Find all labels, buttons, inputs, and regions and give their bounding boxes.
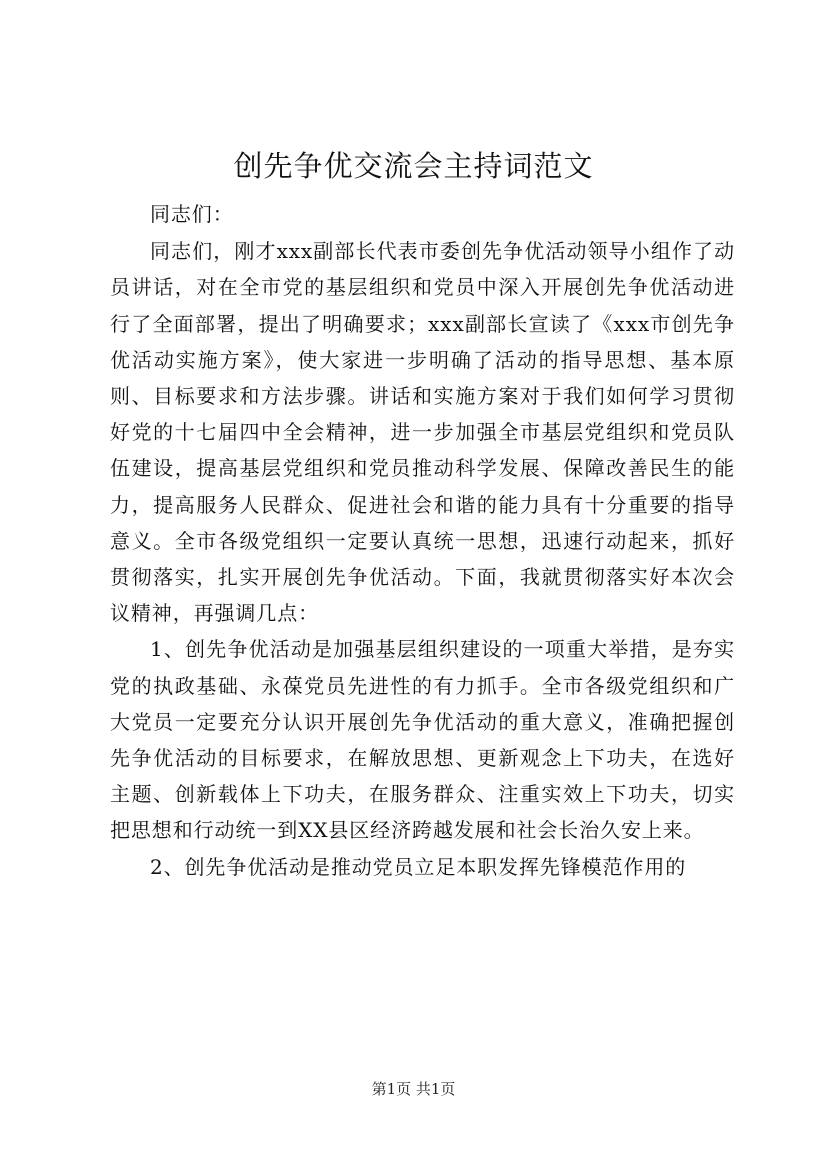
document-body: [110, 196, 735, 885]
paragraph-point-1: 1、创先争优活动是加强基层组织建设的一项重大举措，是夯实党的执政基础、永葆党员先进性的有力抓手。全市各级党组织和广大党员一定要充分认识开展创先争优活动的重大意义，准确把握创先争优活动的目标要求，在解放思想、更新观念上下功夫，在选好主题、创新载体上下功夫，在服务群众、注重实效上下功夫，切实把思想和行动统一到XX县区经济跨越发展和社会长治久安上来。: [110, 637, 735, 843]
page-footer: 第1页 共1页: [371, 1080, 456, 1098]
greeting-line: 同志们：: [150, 202, 234, 226]
document-title: 创先争优交流会主持词范文: [233, 149, 594, 183]
paragraph-point-2: 2、创先争优活动是推动党员立足本职发挥先锋模范作用的: [150, 854, 687, 879]
paragraph-intro: 同志们，刚才xxx副部长代表市委创先争优活动领导小组作了动员讲话，对在全市党的基层组织和党员中深入开展创先争优活动进行了全面部署，提出了明确要求；xxx副部长宣读了《xxx市创先争优活动实施方案》，使大家进一步明确了活动的指导思想、基本原则、目标要求和方法步骤。讲话和实施方案对于我们如何学习贯彻好党的十七届四中全会精神，进一步加强全市基层党组织和党员队伍建设，提高基层党组织和党员推动科学发展、保障改善民生的能力，提高服务人民群众、促进社会和谐的能力具有十分重要的指导意义。全市各级党组织一定要认真统一思想，迅速行动起来，抓好贯彻落实，扎实开展创先争优活动。下面，我就贯彻落实好本次会议精神，再强调几点：: [110, 239, 735, 626]
